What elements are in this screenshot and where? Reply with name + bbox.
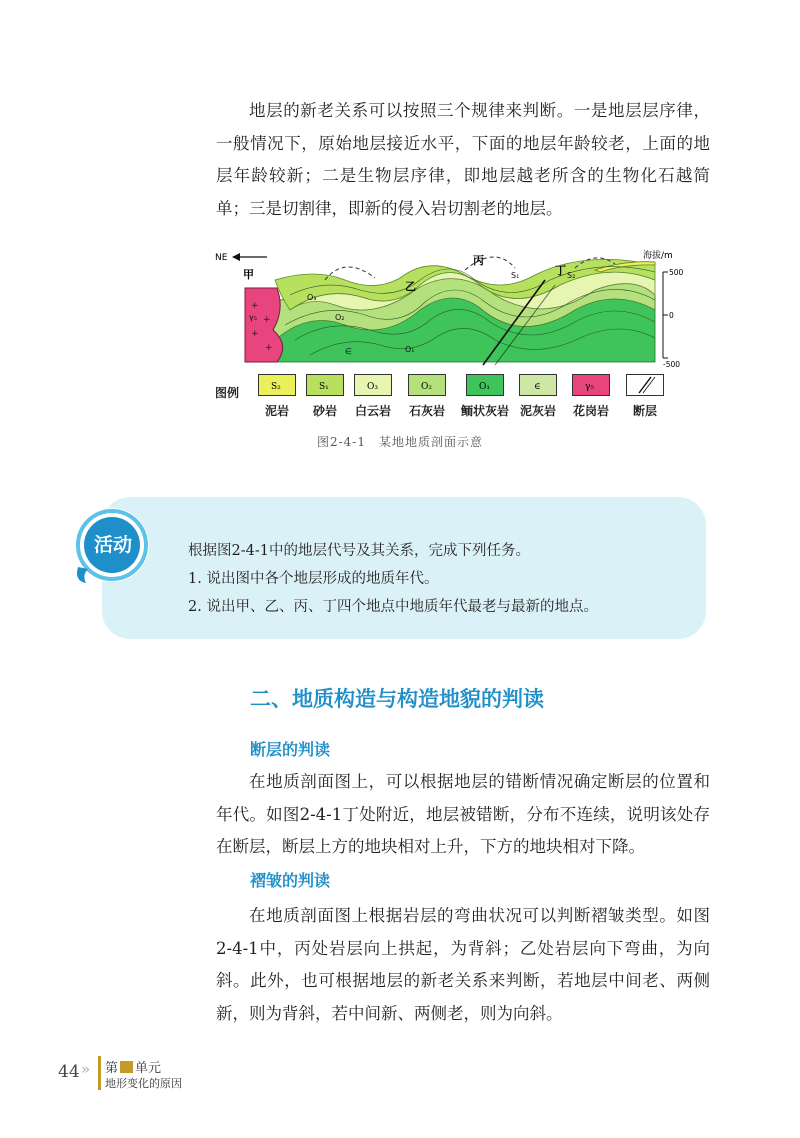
legend-swatch: [466, 374, 504, 396]
svg-text:O₂: O₂: [421, 382, 432, 392]
altitude-tick-0: 0: [669, 311, 674, 320]
svg-text:S₁: S₁: [319, 382, 329, 392]
figure-legend: [215, 374, 695, 424]
activity-badge-label: 活动: [93, 534, 132, 556]
direction-label: NE: [215, 253, 228, 263]
svg-text:+: +: [263, 315, 271, 325]
legend-item-dolomite: O₃ 白云岩: [353, 374, 393, 419]
legend-swatch: [572, 374, 610, 396]
svg-text:∈: ∈: [534, 382, 541, 392]
code-o1: O₁: [405, 345, 415, 354]
fault-paragraph: 在地质剖面图上，可以根据地层的错断情况确定断层的位置和年代。如图2-4-1丁处附近，地层被错断，分布不连续，说明该处存在断层，断层上方的地块相对上升，下方的地块相对下降。: [216, 772, 710, 856]
legend-item-oolitic-limestone: O₁ 鲕状灰岩: [465, 374, 505, 419]
location-ding: 丁: [555, 264, 566, 277]
legend-swatch: [519, 374, 557, 396]
activity-line-1: 根据图2-4-1中的地层代号及其关系，完成下列任务。: [188, 543, 530, 559]
section-title: 二、地质构造与构造地貌的判读: [250, 687, 544, 711]
legend-title: 图例: [215, 386, 240, 400]
activity-line-2: 1. 说出图中各个地层形成的地质年代。: [188, 571, 439, 587]
svg-text:+: +: [265, 343, 273, 353]
svg-text:+: +: [251, 329, 259, 339]
fault-heading: 断层的判读: [250, 740, 331, 759]
page-number: 44: [58, 1062, 80, 1082]
legend-item-marl: ∈ 泥灰岩: [518, 374, 558, 419]
code-s1: S₁: [511, 271, 520, 280]
legend-item-sandstone: S₁ 砂岩: [305, 374, 345, 419]
location-bing: 丙: [473, 254, 484, 267]
intro-paragraph: 地层的新老关系可以按照三个规律来判断。一是地层层序律，一般情况下，原始地层接近水平，下面的地层年龄较老，上面的地层年龄较新；二是生物层序律，即地层越老所含的生物化石越简单；三是切割律，即新的侵入岩切割老的地层。: [216, 101, 710, 218]
legend-item-mudstone: S₂ 泥岩: [257, 374, 297, 419]
fold-paragraph: 在地质剖面图上根据岩层的弯曲状况可以判断褶皱类型。如图2-4-1中，丙处岩层向上拱起，为背斜；乙处岩层向下弯曲，为向斜。此外，也可根据地层的新老关系来判断，若地层中间老、两侧新，则为背斜，若中间新、两侧老，则为向斜。: [216, 906, 710, 1023]
fold-heading: 褶皱的判读: [250, 871, 331, 890]
footer-divider: [98, 1056, 101, 1090]
code-cambrian: ∈: [345, 347, 352, 356]
svg-text:γ₅: γ₅: [585, 382, 594, 392]
code-o3: O₃: [307, 293, 317, 302]
legend-swatch: [626, 374, 664, 396]
svg-text:S₂: S₂: [271, 382, 281, 392]
section-diagram: [215, 250, 684, 375]
code-granite: γ₅: [249, 313, 257, 322]
activity-line-3: 2. 说出甲、乙、丙、丁四个地点中地质年代最老与最新的地点。: [188, 599, 598, 615]
legend-swatch: [408, 374, 446, 396]
altitude-tick-minus500: -500: [663, 360, 681, 369]
figure-caption: 图2-4-1 某地地质剖面示意: [316, 435, 483, 449]
code-s2: S₂: [567, 271, 576, 280]
svg-text:O₃: O₃: [367, 382, 378, 392]
svg-text:O₁: O₁: [479, 382, 490, 392]
code-o2: O₂: [335, 313, 345, 322]
legend-swatch: [354, 374, 392, 396]
altitude-tick-500: 500: [669, 268, 684, 277]
legend-item-fault: 断层: [625, 374, 665, 419]
chevron-right-icon: »: [81, 1060, 88, 1078]
legend-swatch: [306, 374, 344, 396]
legend-item-limestone: O₂ 石灰岩: [407, 374, 447, 419]
unit-label: 第 单元: [105, 1061, 162, 1076]
location-jia: 甲: [243, 268, 254, 281]
legend-swatch: [258, 374, 296, 396]
svg-text:+: +: [251, 301, 259, 311]
unit-number-box: [120, 1061, 133, 1073]
location-yi: 乙: [405, 280, 416, 293]
unit-subtitle: 地形变化的原因: [105, 1077, 182, 1090]
altitude-label: 海拔/m: [643, 251, 673, 261]
legend-item-granite: γ₅ 花岗岩: [571, 374, 611, 419]
